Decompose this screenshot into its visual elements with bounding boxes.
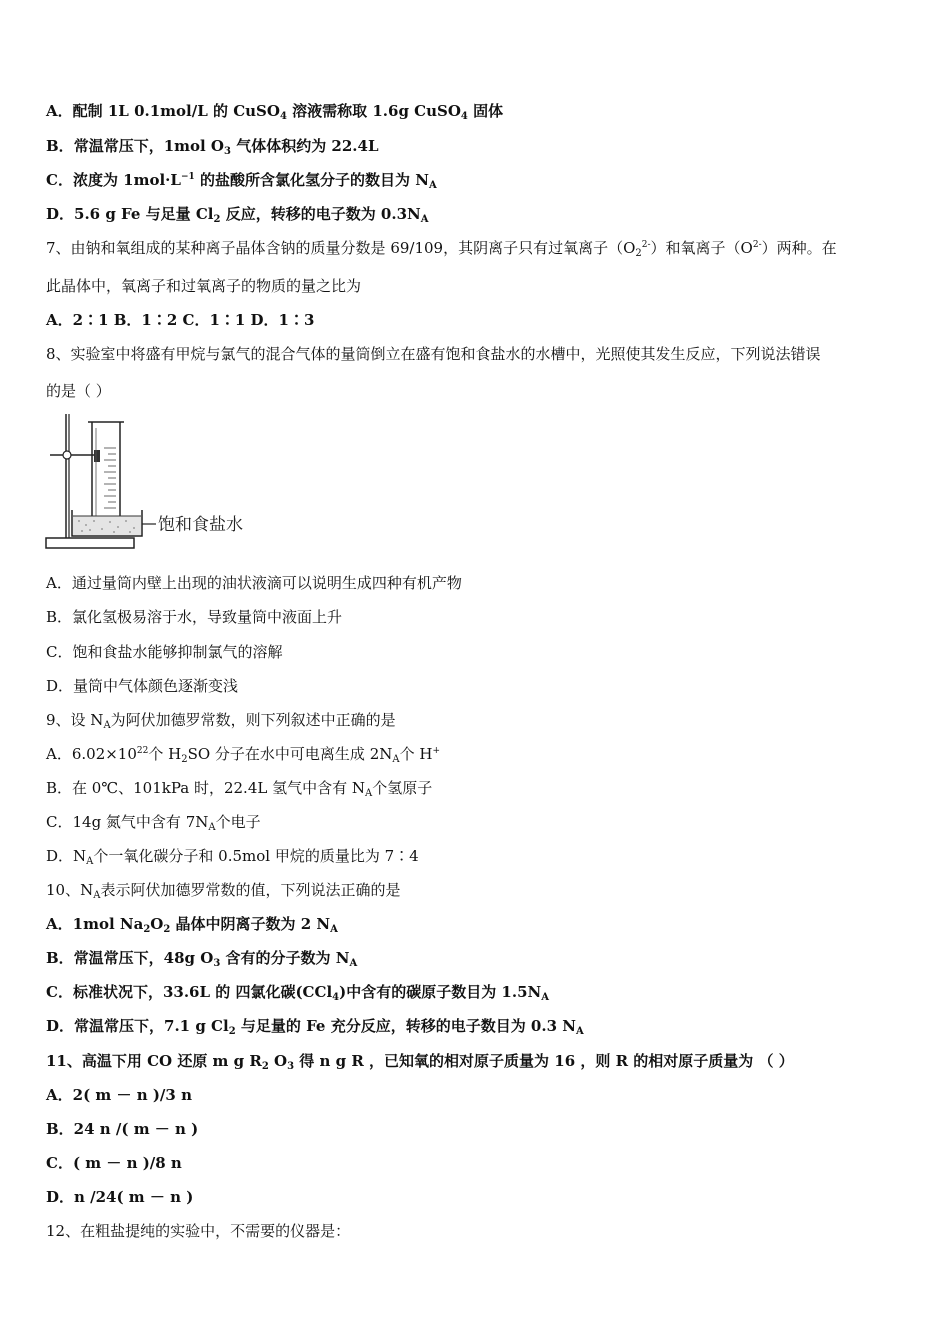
q11-option-d: D．n /24( m － n ): [46, 1188, 194, 1206]
q7-stem-line2: 此晶体中，氧离子和过氧离子的物质的量之比为: [46, 277, 362, 295]
q8-option-c: C．饱和食盐水能够抑制氯气的溶解: [46, 643, 283, 661]
q8-stem-line1: 8、实验室中将盛有甲烷与氯气的混合气体的量筒倒立在盛有饱和食盐水的水槽中，光照使其发生反应，下列说法错误: [46, 345, 821, 363]
q9-option-d: D．$N_A$个一氧化碳分子和 0.5mol 甲烷的质量比为 7∶4: [46, 847, 419, 867]
q6-option-c: C．浓度为 $1mol\cdot L^{-1}$ 的盐酸所含氯化氢分子的数目为 $N_A$: [46, 171, 437, 191]
apparatus-figure: [44, 408, 274, 558]
q6-option-d: D．5.6 g Fe 与足量 $Cl_2$ 反应，转移的电子数为 $0.3N_A$: [46, 205, 429, 225]
q11-option-b: B．24 n /( m － n ): [46, 1120, 199, 1138]
q11-stem: 11、高温下用 CO 还原 m g $R_2$ $O_3$ 得 n g R ，已知氧的相对原子质量为 16 ，则 R 的相对原子质量为 （ ）: [46, 1052, 794, 1072]
q9-stem: 9、设 $N_A$为阿伏加德罗常数，则下列叙述中正确的是: [46, 711, 396, 731]
q10-option-d: D．常温常压下，7.1 g $Cl_2$ 与足量的 Fe 充分反应，转移的电子数目为 0.3 $N_A$: [46, 1017, 584, 1037]
q8-stem-line2: 的是（ ）: [46, 382, 111, 400]
q8-option-d: D．量筒中气体颜色逐渐变浅: [46, 677, 239, 695]
stand-base: [46, 538, 134, 548]
q10-stem: 10、$N_A$表示阿伏加德罗常数的值，下列说法正确的是: [46, 881, 401, 901]
q7-options: A．2∶1 B．1∶2 C．1∶1 D．1∶3: [46, 311, 315, 329]
q9-option-a: A．$6.02\times 10^{22}$个 $H_2SO$ 分子在水中可电离生成 $2N_A$个 H+: [46, 745, 440, 765]
graduations: [104, 448, 116, 508]
q9-option-c: C．14g 氮气中含有 $7N_A$个电子: [46, 813, 261, 833]
q12-stem: 12、在粗盐提纯的实验中，不需要的仪器是：: [46, 1222, 351, 1240]
q11-option-a: A．2( m － n )/3 n: [46, 1086, 192, 1104]
q10-option-a: A．1mol $Na_2O_2$ 晶体中阴离子数为 2 $N_A$: [46, 915, 338, 935]
q8-option-b: B．氯化氢极易溶于水，导致量筒中液面上升: [46, 608, 343, 626]
clamp: [94, 450, 100, 462]
q6-option-a: A．配制 1L 0.1mol/L 的 CuSO$_4$ 溶液需称取 1.6g CuSO$_4$ 固体: [46, 102, 504, 122]
figure-label: 饱和食盐水: [158, 515, 243, 535]
q10-option-b: B．常温常压下，48g $O_3$ 含有的分子数为 $N_A$: [46, 949, 358, 969]
q11-option-c: C．( m － n )/8 n: [46, 1154, 182, 1172]
q10-option-c: C．标准状况下，33.6L 的 四氯化碳(CCl$_4$)中含有的碳原子数目为 $1.5N_A$: [46, 983, 550, 1003]
q8-option-a: A．通过量筒内壁上出现的油状液滴可以说明生成四种有机产物: [46, 574, 462, 592]
q7-stem-line1: 7、由钠和氧组成的某种离子晶体含钠的质量分数是 69/109，其阴离子只有过氧离子$(O_2^{2-})$和氧离子$(O^{2-})$两种。在: [46, 239, 837, 259]
q9-option-b: B．在 0℃、101kPa 时，22.4L 氢气中含有 $N_A$个氢原子: [46, 779, 433, 799]
q6-option-b: B．常温常压下，1mol $O_3$ 气体体积约为 22.4L: [46, 137, 379, 157]
